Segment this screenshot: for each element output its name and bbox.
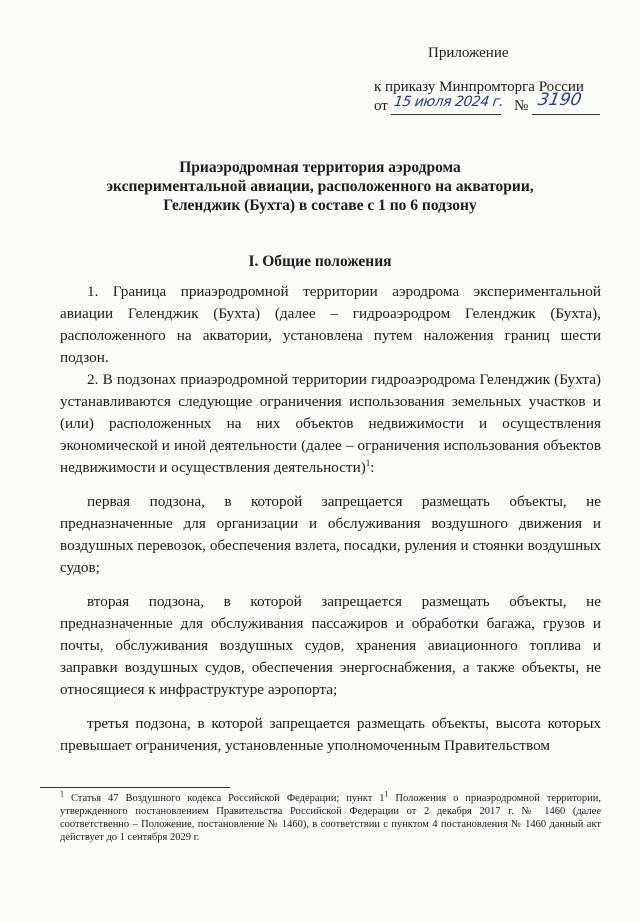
paragraph-2: [60, 369, 601, 479]
title-line-2: экспериментальной авиации, расположенного на акватории,: [106, 178, 534, 195]
paragraph-subzone-2: вторая подзона, в которой запрещается размещать объекты, не предназначенные для обслуживания пассажиров и обработки багажа, грузов и почты, обслуживания воздушных судов, хранения авиационного топлива и заправки воздушных судов, обеспечения энергоснабжения, а также объекты, не относящиеся к инфраструктуре аэропорта;: [60, 593, 601, 698]
paragraph-1: 1. Граница приаэродромной территории аэродрома экспериментальной авиации Геленджик (Бухта) (далее – гидроаэродром Геленджик (Бухта), расположенного на акватории, установлена путем наложения границ шести подзон.: [60, 283, 601, 366]
title-line-1: Приаэродромная территория аэродрома: [179, 159, 461, 176]
footnote-inner-sup: 1: [384, 789, 389, 799]
date-underline: [391, 114, 501, 115]
paragraph-2-text: 2. В подзонах приаэродромной территории гидроаэродрома Геленджик (Бухта) устанавливаются следующие ограничения использования земельных участков и (или) расположенных на них объектов недвижимости и осуществления экономической и иной деятельности (далее – ограничения использования объектов недвижимости и осуществления деятельности): [60, 371, 601, 476]
document-body: [60, 281, 601, 757]
appendix-label: Приложение: [428, 45, 509, 61]
footnote-ref: 1: [365, 457, 371, 468]
paragraph-subzone-3: третья подзона, в которой запрещается размещать объекты, высота которых превышает ограничения, установленные уполномоченным Правительством: [60, 715, 601, 754]
number-prefix: №: [514, 98, 529, 114]
order-date-number-line: [356, 90, 616, 119]
footnote-text-1: Статья 47 Воздушного кодекса Российской Федерации; пункт 1: [70, 793, 385, 804]
date-prefix: от: [374, 98, 388, 114]
footnote: [60, 789, 602, 844]
title-line-3: Геленджик (Бухта) в составе с 1 по 6 подзону: [163, 197, 477, 214]
document-title: [40, 158, 600, 215]
footnote-text-2: Положения о приаэродромной территории, утвержденного постановлением Правительства Российской Федерации от 2 декабря 2017 г. № 1460 (далее соответственно – Положение, постановление № 1460), в соответствии с пунктом 4 постановления № 1460 данный акт действует до 1 сентября 2029 г.: [60, 793, 602, 843]
footnote-divider: [40, 787, 230, 788]
section-heading: I. Общие положения: [248, 253, 392, 270]
paragraph-subzone-1: первая подзона, в которой запрещается размещать объекты, не предназначенные для организации и обслуживания воздушного движения и воздушных перевозок, обеспечения взлета, посадки, руления и стоянки воздушных судов;: [60, 493, 601, 576]
number-underline: [532, 114, 600, 115]
appendix-header: [356, 44, 616, 119]
order-reference: к приказу Минпромторга России: [374, 79, 584, 95]
handwritten-date: 15 июля 2024 г.: [392, 94, 505, 110]
handwritten-number: 3190: [536, 90, 584, 110]
footnote-mark: 1: [60, 789, 64, 799]
paragraph-2-end: :: [370, 459, 375, 476]
